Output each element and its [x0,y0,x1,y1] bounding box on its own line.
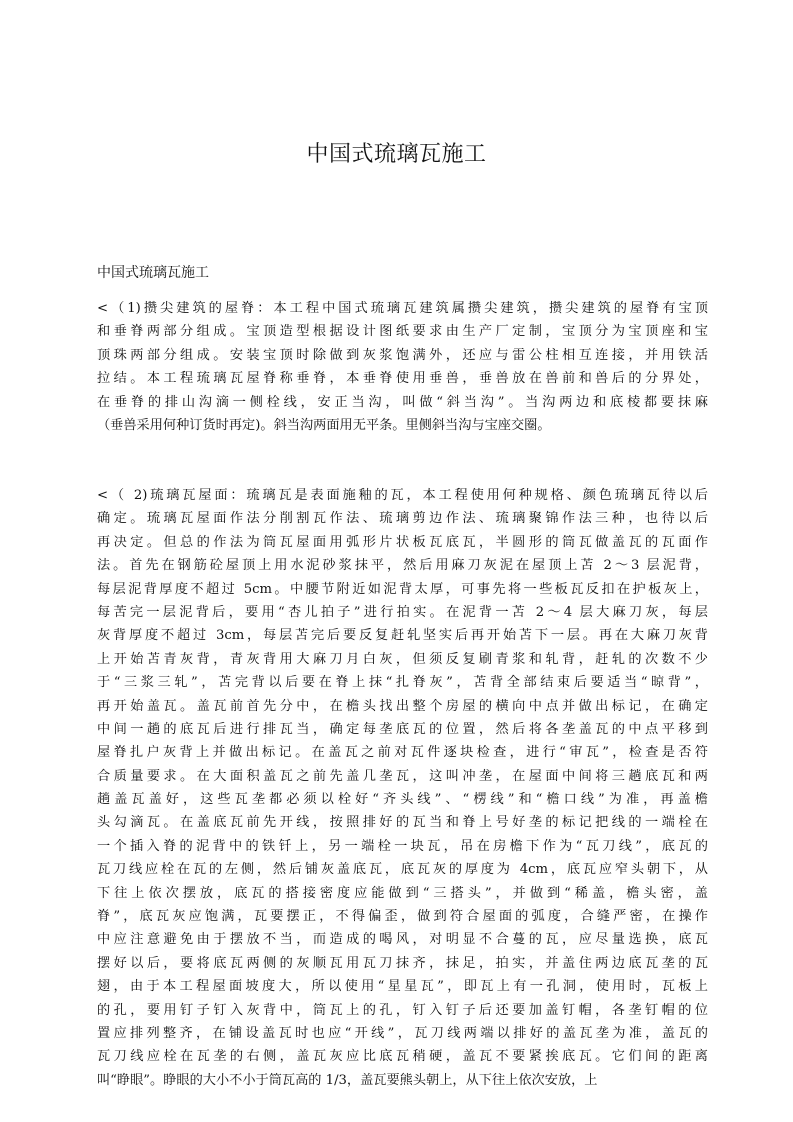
paragraph-line: 灰背厚度不超过 3cm，每层苫完后要反复赶轧坚实后再开始苫下一层。再在大麻刀灰背 [97,628,708,644]
paragraph-line: 置应排列整齐，在铺设盖瓦时也应“开线”，瓦刀线两端以排好的盖瓦垄为准，盖瓦的 [97,1025,708,1041]
paragraph-line: 翅，由于本工程屋面坡度大，所以使用“星星瓦”，即瓦上有一孔洞，使用时，瓦板上 [97,979,708,995]
paragraph-line: （垂兽采用何种订货时再定)。斜当沟两面用无平条。里侧斜当沟与宝座交圈。 [97,417,551,433]
document-title: 中国式琉璃瓦施工 [306,142,487,167]
paragraph-line: 在垂脊的排山沟滴一侧栓线，安正当沟，叫做“斜当沟”。当沟两边和底棱都要抹麻 [97,394,708,410]
paragraph-line: 再决定。但总的作法为筒瓦屋面用弧形片状板瓦底瓦，半圆形的筒瓦做盖瓦的瓦面作 [97,534,708,550]
paragraph-line: 瓦刀线应栓在瓦垄的右侧，盖瓦灰应比底瓦稍硬，盖瓦不要紧挨底瓦。它们间的距离 [97,1049,708,1065]
paragraph-line: 头勾滴瓦。在盖底瓦前先开线，按照排好的瓦当和脊上号好垄的标记把线的一端栓在 [97,815,708,831]
section-heading: 中国式琉璃瓦施工 [97,265,209,281]
paragraph-line: 顶珠两部分组成。安装宝顶时除做到灰浆饱满外，还应与雷公柱相互连接，并用铁活 [97,347,708,363]
paragraph-line: 瓦刀线应栓在瓦的左侧，然后铺灰盖底瓦，底瓦灰的厚度为 4cm，底瓦应窄头朝下，从 [97,862,708,878]
paragraph-line: 和垂脊两部分组成。宝顶造型根据设计图纸要求由生产厂定制，宝顶分为宝顶座和宝 [97,324,708,340]
paragraph-roof-tiles [97,484,708,1092]
paragraph-line: 屋脊扎户灰背上并做出标记。在盖瓦之前对瓦件逐块检查，进行“审瓦”，检查是否符 [97,745,708,761]
paragraph-line: 拉结。本工程琉璃瓦屋脊称垂脊，本垂脊使用垂兽，垂兽放在兽前和兽后的分界处， [97,371,708,387]
paragraph-line: 每苦完一层泥背后，要用“杏儿拍子”进行拍实。在泥背一苫 2～4 层大麻刀灰，每层 [97,604,708,620]
paragraph-line: 中间一趟的底瓦后进行排瓦当，确定每垄底瓦的位置，然后将各垄盖瓦的中点平移到 [97,721,708,737]
paragraph-line: 趟盖瓦盖好，这些瓦垄都必须以栓好“齐头线”、“楞线”和“檐口线”为准，再盖檐 [97,792,708,808]
paragraph-line: 于“三浆三轧”，苫完背以后要在脊上抹“扎脊灰”，苫背全部结束后要适当“晾背”， [97,675,708,691]
paragraph-line: 中应注意避免由于摆放不当，而造成的喝风，对明显不合蔓的瓦，应尽量选换，底瓦 [97,932,708,948]
paragraph-line: 合质量要求。在大面积盖瓦之前先盖几垄瓦，这叫冲垄，在屋面中间将三趟底瓦和两 [97,768,708,784]
paragraph-line: 下往上依次摆放，底瓦的搭接密度应能做到“三搭头”，并做到“稀盖，檐头密，盖 [97,885,708,901]
paragraph-line: 每层泥背厚度不超过 5cm。中腰节附近如泥背太厚，可事先将一些板瓦反扣在护板灰上， [97,581,708,597]
paragraph-ridge [97,297,708,437]
paragraph-line: 叫“睁眼”。睁眼的大小不小于筒瓦高的 1/3，盖瓦要熊头朝上，从下往上依次安放，上 [97,1072,598,1088]
paragraph-line: 脊”，底瓦灰应饱满，瓦要摆正，不得偏歪，做到符合屋面的弧度，合缝严密，在操作 [97,909,708,925]
paragraph-line: 法。首先在钢筋砼屋顶上用水泥砂浆抹平，然后用麻刀灰泥在屋顶上苫 2～3 层泥背， [97,558,708,574]
paragraph-line: 的孔，要用钉子钉入灰背中，筒瓦上的孔，钉入钉子后还要加盖钉帽，各垄钉帽的位 [97,1002,708,1018]
paragraph-line: <（1)攒尖建筑的屋脊：本工程中国式琉璃瓦建筑属攒尖建筑，攒尖建筑的屋脊有宝顶 [97,301,708,316]
paragraph-line: 一个插入脊的泥背中的铁钎上，另一端栓一块瓦，吊在房檐下作为“瓦刀线”，底瓦的 [97,838,708,854]
paragraph-line: 上开始苫青灰背，青灰背用大麻刀月白灰，但须反复刷青浆和轧背，赶轧的次数不少 [97,651,708,667]
paragraph-line: 确定。琉璃瓦屋面作法分削割瓦作法、琉璃剪边作法、琉璃聚锦作法三种，也待以后 [97,511,708,527]
paragraph-line: 摆好以后，要将底瓦两侧的灰顺瓦用瓦刀抹齐，抹足，拍实，并盖住两边底瓦垄的瓦 [97,955,708,971]
paragraph-line: <（ 2)琉璃瓦屋面：琉璃瓦是表面施釉的瓦，本工程使用何种规格、颜色琉璃瓦待以后 [97,488,708,503]
paragraph-line: 再开始盖瓦。盖瓦前首先分中，在檐头找出整个房屋的横向中点并做出标记，在确定 [97,698,708,714]
